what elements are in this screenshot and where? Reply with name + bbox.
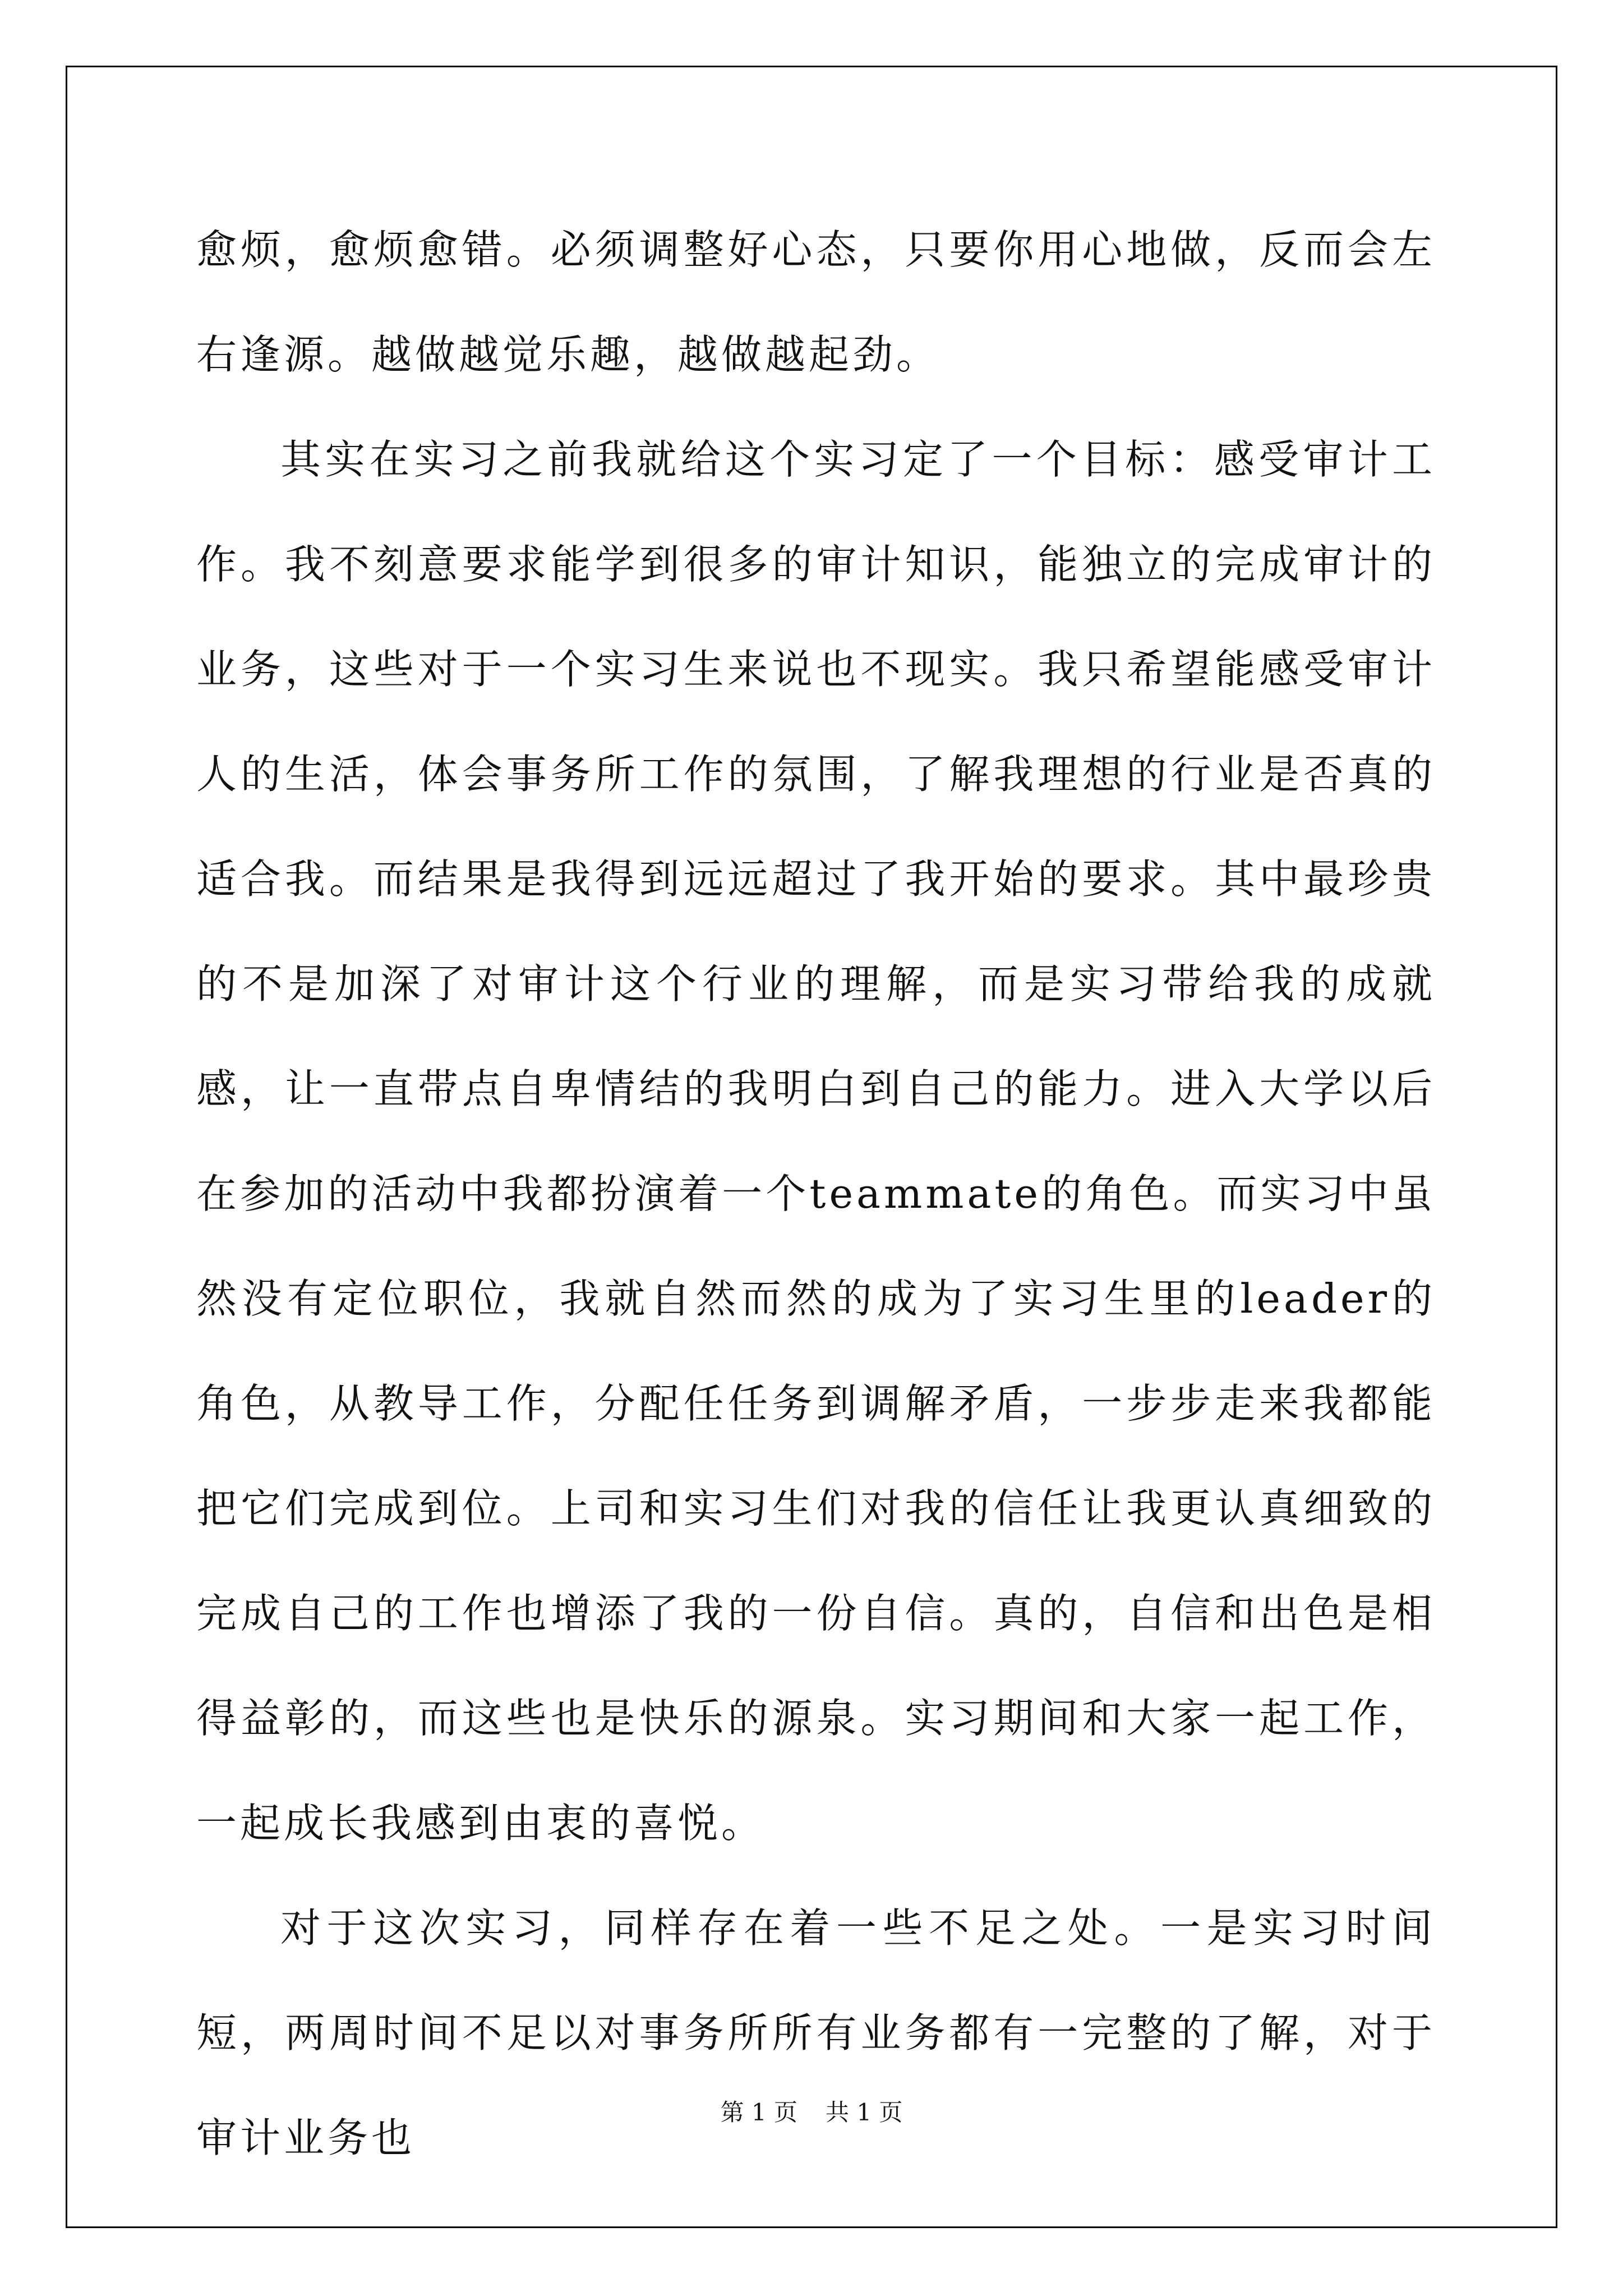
paragraph-1: 愈烦，愈烦愈错。必须调整好心态，只要你用心地做，反而会左右逢源。越做越觉乐趣，越做越起劲。	[196, 226, 1436, 378]
paragraph-3: 对于这次实习，同样存在着一些不足之处。一是实习时间短，两周时间不足以对事务所所有业务都有一完整的了解，对于审计业务也	[196, 1904, 1436, 2161]
page-number: 第 1 页	[720, 2099, 797, 2126]
paragraph-2: 其实在实习之前我就给这个实习定了一个目标：感受审计工作。我不刻意要求能学到很多的审计知识，能独立的完成审计的业务，这些对于一个实习生来说也不现实。我只希望能感受审计人的生活，体会事务所工作的氛围，了解我理想的行业是否真的适合我。而结果是我得到远远超过了我开始的要求。其中最珍贵的不是加深了对审计这个行业的理解，而是实习带给我的成就感，让一直带点自卑情结的我明白到自己的能力。进入大学以后在参加的活动中我都扮演着一个teammate的角色。而实习中虽然没有定位职位，我就自然而然的成为了实习生里的leader的角色，从教导工作，分配任任务到调解矛盾，一步步走来我都能把它们完成到位。上司和实习生们对我的信任让我更认真细致的完成自己的工作也增添了我的一份自信。真的，自信和出色是相得益彰的，而这些也是快乐的源泉。实习期间和大家一起工作，一起成长我感到由衷的喜悦。	[196, 436, 1436, 1847]
page-footer	[0, 2094, 1623, 2128]
document-body	[196, 197, 1436, 2191]
page-total: 共 1 页	[826, 2099, 903, 2126]
